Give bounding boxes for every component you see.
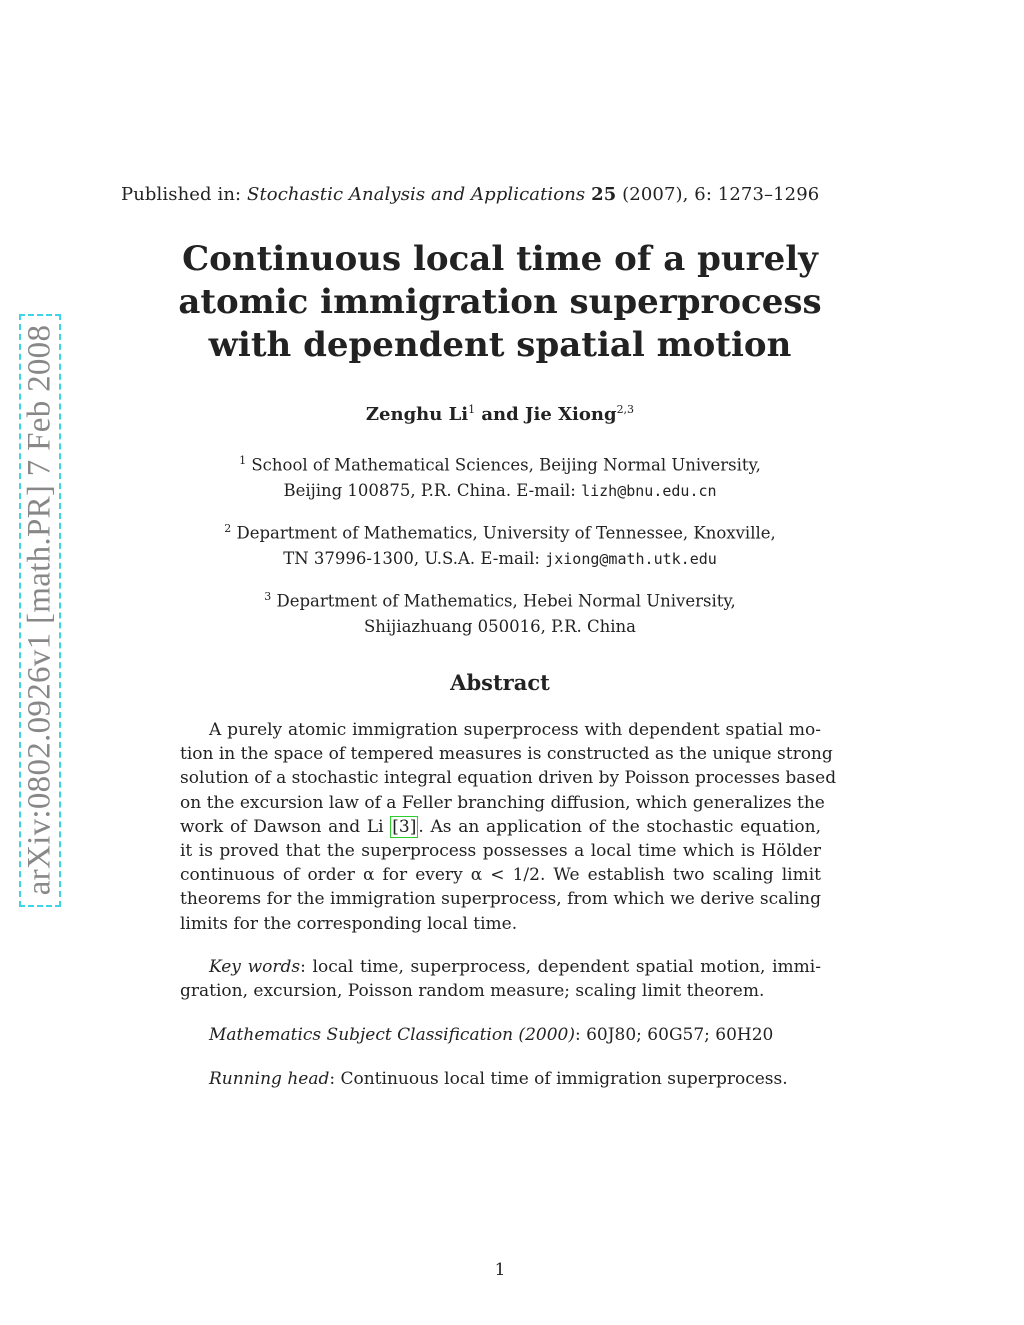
keywords-line	[180, 955, 821, 979]
title-line: Continuous local time of a purely	[182, 239, 818, 279]
paper-title	[150, 238, 850, 367]
subject-classification	[180, 1023, 821, 1047]
publication-details: (2007), 6: 1273–1296	[616, 184, 820, 205]
affiliation-line: TN 37996-1300, U.S.A. E-mail:	[283, 548, 546, 568]
publication-info	[121, 184, 819, 205]
affiliation-mark: 3	[264, 590, 272, 603]
running-head-text: : Continuous local time of immigration superprocess.	[329, 1069, 788, 1089]
author-affiliation-mark: 1	[468, 403, 476, 416]
page-number: 1	[494, 1260, 506, 1280]
abstract-line	[180, 815, 821, 839]
msc-text: : 60J80; 60G57; 60H20	[574, 1025, 774, 1045]
running-head	[180, 1067, 821, 1091]
abstract-line: theorems for the immigration superprocess, from which we derive scaling	[180, 889, 821, 910]
msc-line	[180, 1023, 821, 1047]
abstract-line: solution of a stochastic integral equation driven by Poisson processes based	[180, 768, 837, 789]
email-link[interactable]: jxiong@math.utk.edu	[545, 549, 717, 568]
affiliation-line: Shijiazhuang 050016, P.R. China	[363, 616, 637, 636]
affiliation-1	[150, 448, 850, 504]
abstract-line: it is proved that the superprocess possesses a local time which is Hölder	[180, 840, 821, 861]
author-name: Zenghu Li	[365, 404, 469, 425]
keywords-label: Key words	[209, 957, 301, 977]
affiliation-line: Department of Mathematics, Hebei Normal University,	[271, 591, 736, 611]
abstract-line: continuous of order α for every α < 1/2. We establish two scaling limit	[180, 865, 821, 886]
abstract-line: A purely atomic immigration superprocess with dependent spatial mo-	[209, 720, 821, 740]
arxiv-identifier[interactable]: arXiv:0802.0926v1 [math.PR] 7 Feb 2008	[21, 324, 58, 896]
abstract-text: . As an application of the stochastic equation,	[418, 816, 821, 837]
abstract-line: tion in the space of tempered measures is constructed as the unique strong	[180, 744, 833, 765]
running-head-line	[180, 1067, 821, 1091]
email-link[interactable]: lizh@bnu.edu.cn	[581, 481, 717, 500]
affiliation-line: Beijing 100875, P.R. China. E-mail:	[283, 480, 582, 500]
author-conjunction: and	[475, 404, 525, 425]
affiliation-2	[150, 516, 850, 572]
abstract-body	[180, 718, 837, 936]
keywords	[180, 955, 821, 1003]
msc-label: Mathematics Subject Classification (2000)	[209, 1025, 575, 1045]
citation-link[interactable]: [3]	[392, 816, 417, 837]
title-line: atomic immigration superprocess	[178, 282, 822, 322]
affiliation-line: School of Mathematical Sciences, Beijing Normal University,	[246, 455, 761, 475]
running-head-label: Running head	[209, 1069, 330, 1089]
author-affiliation-mark: 2,3	[616, 403, 635, 416]
journal-volume: 25	[591, 184, 617, 205]
affiliation-mark: 1	[239, 454, 247, 467]
affiliation-line: Department of Mathematics, University of Tennessee, Knoxville,	[231, 523, 776, 543]
keywords-line: gration, excursion, Poisson random measure; scaling limit theorem.	[180, 981, 765, 1002]
abstract-text: work of Dawson and Li	[180, 816, 391, 837]
keywords-text: : local time, superprocess, dependent spatial motion, immi-	[300, 957, 821, 977]
authors	[150, 403, 850, 425]
publication-prefix: Published in:	[121, 184, 248, 205]
title-line: with dependent spatial motion	[208, 325, 792, 365]
affiliation-mark: 2	[224, 522, 232, 535]
journal-name: Stochastic Analysis and Applications	[247, 184, 586, 205]
abstract-line: limits for the corresponding local time.	[180, 913, 518, 934]
affiliation-3	[150, 584, 850, 639]
author-name: Jie Xiong	[525, 404, 617, 425]
abstract-heading: Abstract	[450, 670, 550, 695]
abstract-line: on the excursion law of a Feller branching diffusion, which generalizes the	[180, 792, 825, 813]
